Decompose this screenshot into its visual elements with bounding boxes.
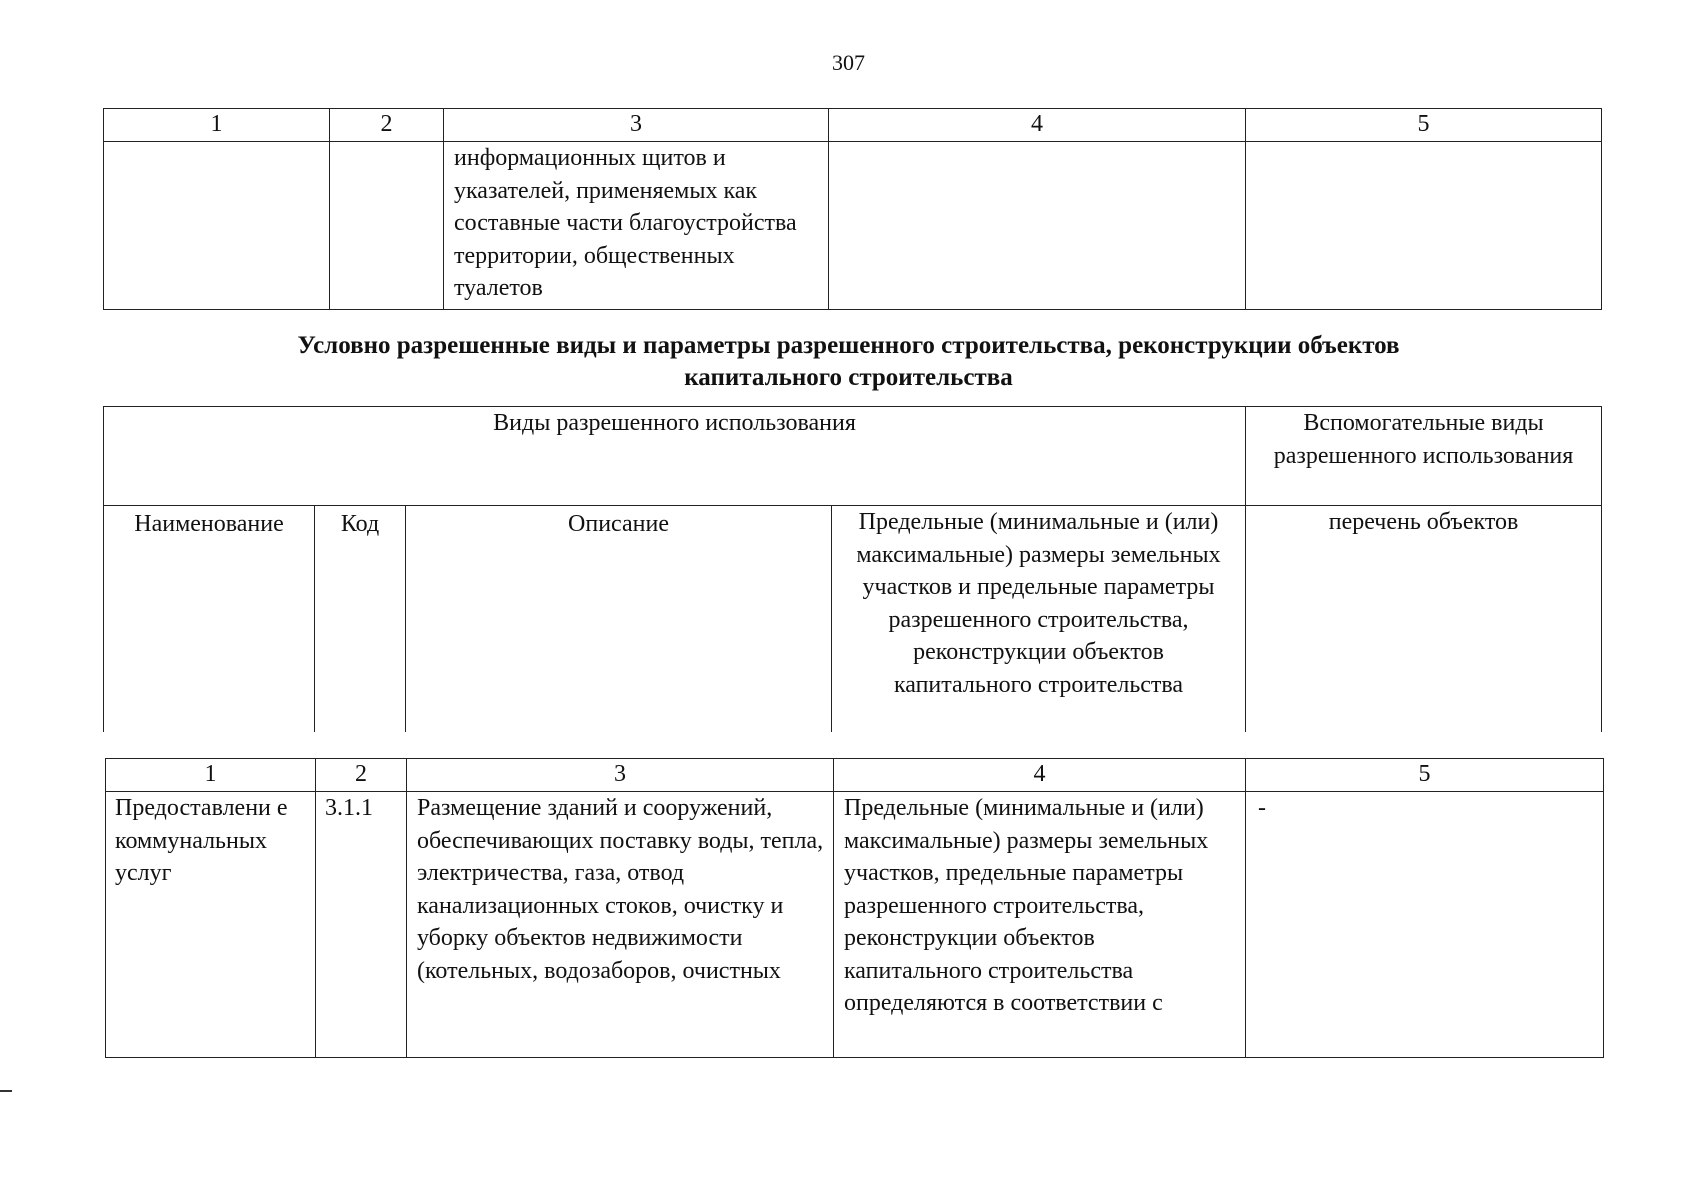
column-heading-table — [103, 406, 1602, 732]
cell-name — [104, 142, 330, 310]
column-number: 1 — [104, 109, 330, 142]
heading-limits: Предельные (минимальные и (или) максимальные) размеры земельных участков и предельные параметры разрешенного строительства, реконструкции объектов капитального строительства — [832, 506, 1246, 732]
page-number: 307 — [832, 50, 865, 75]
section-title-line2: капитального строительства — [684, 364, 1013, 391]
column-number: 1 — [106, 759, 316, 792]
section-title — [0, 330, 1697, 394]
table-header-row — [104, 109, 1602, 142]
cell-description: информационных щитов и указателей, применяемых как составные части благоустройства территории, общественных туалетов — [444, 142, 829, 310]
column-number: 5 — [1246, 759, 1604, 792]
column-number: 4 — [829, 109, 1246, 142]
column-number: 4 — [834, 759, 1246, 792]
heading-objects: перечень объектов — [1246, 506, 1602, 732]
column-number: 5 — [1246, 109, 1602, 142]
margin-mark — [0, 1090, 12, 1092]
heading-name: Наименование — [104, 506, 315, 732]
cell-code: 3.1.1 — [316, 792, 407, 1058]
data-table — [105, 758, 1604, 1058]
group-aux-heading: Вспомогательные виды разрешенного использования — [1246, 407, 1602, 506]
heading-code: Код — [315, 506, 406, 732]
cell-limits — [829, 142, 1246, 310]
cell-description: Размещение зданий и сооружений, обеспечивающих поставку воды, тепла, электричества, газа, отвод канализационных стоков, очистку и уборку объектов недвижимости (котельных, водозаборов, очистных — [407, 792, 834, 1058]
cell-aux — [1246, 142, 1602, 310]
group-main-heading: Виды разрешенного использования — [104, 407, 1246, 506]
cell-code — [330, 142, 444, 310]
column-number: 2 — [330, 109, 444, 142]
table-header-row — [106, 759, 1604, 792]
table-row — [106, 792, 1604, 1058]
column-number: 2 — [316, 759, 407, 792]
cell-limits: Предельные (минимальные и (или) максимальные) размеры земельных участков, предельные параметры разрешенного строительства, реконструкции объектов капитального строительства определяются в соответствии с — [834, 792, 1246, 1058]
table-row — [104, 142, 1602, 310]
cell-aux: - — [1246, 792, 1604, 1058]
section-title-line1: Условно разрешенные виды и параметры разрешенного строительства, реконструкции объектов — [297, 332, 1400, 359]
continuation-table — [103, 108, 1602, 310]
cell-name: Предоставлени е коммунальных услуг — [106, 792, 316, 1058]
column-number: 3 — [407, 759, 834, 792]
heading-description: Описание — [406, 506, 832, 732]
column-number: 3 — [444, 109, 829, 142]
